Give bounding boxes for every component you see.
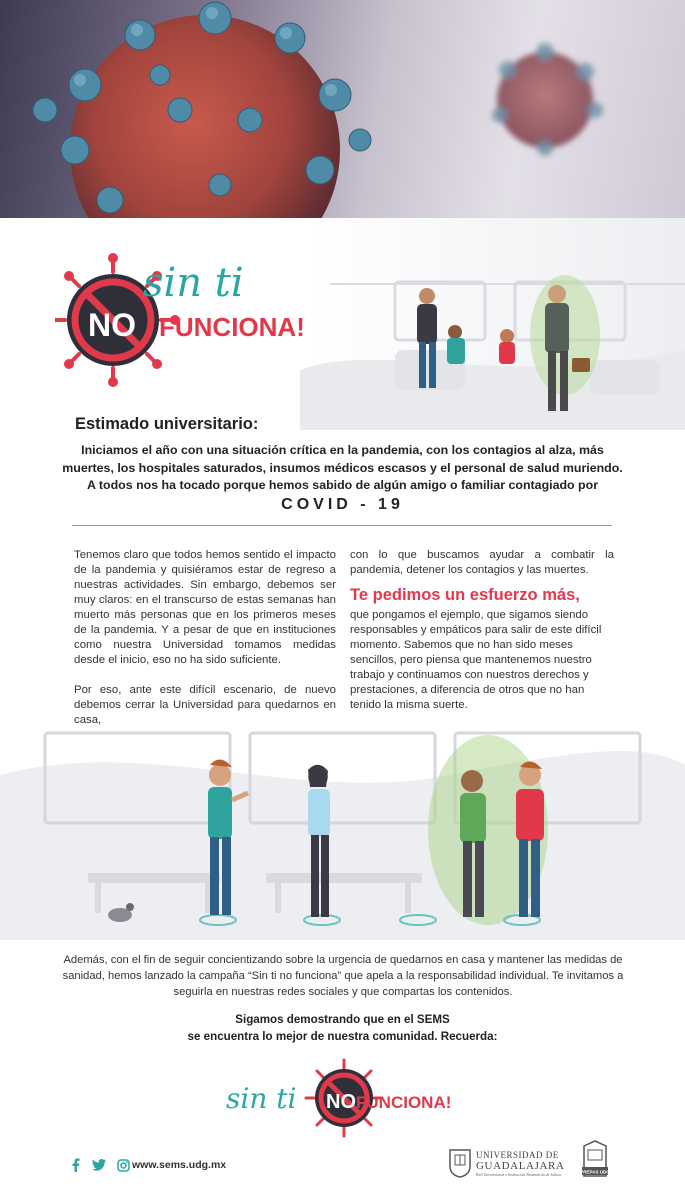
sin-ti-no-funciona-logo — [55, 240, 305, 390]
website-link[interactable]: www.sems.udg.mx — [132, 1159, 227, 1171]
left-column — [74, 548, 336, 728]
udg-logo — [448, 1145, 568, 1181]
funciona-text: FUNCIONA! — [356, 1093, 452, 1112]
right-column — [350, 548, 614, 713]
udg-line-3: Red Universitaria e Institución Benemérita de Jalisco — [476, 1171, 562, 1177]
udg-line-2: GUADALAJARA — [476, 1159, 565, 1172]
funciona-text: FUNCIONA! — [159, 312, 305, 342]
prepa-label: PREPAS UDG — [580, 1169, 610, 1175]
no-text: NO — [326, 1091, 356, 1113]
highlight-heading: Te pedimos un esfuerzo más, — [350, 586, 580, 604]
no-text: NO — [88, 307, 136, 343]
udg-shield-icon — [448, 1148, 472, 1178]
facebook-icon[interactable] — [68, 1158, 82, 1172]
cta-line-1: Sigamos demostrando que en el SEMS — [235, 1013, 450, 1026]
social-links — [68, 1158, 130, 1172]
udg-line-1: UNIVERSIDAD DE — [476, 1149, 559, 1160]
instagram-icon[interactable] — [116, 1158, 130, 1172]
divider — [72, 525, 612, 526]
hero-virus-banner — [0, 0, 685, 218]
left-paragraph-1: Tenemos claro que todos hemos sentido el impacto de la pandemia y quisiéramos estar de regreso a nuestras actividades. Sin embargo, debemos ser muy claros: en el transcurso de estas semanas han muerto más personas que en los primeros meses de la pandemia. Y a pesar de que en instituciones como nuestra Universidad tomamos medidas desde el inicio, eso no ha sido suficiente. — [74, 549, 336, 666]
cta-line-2: se encuentra lo mejor de nuestra comunidad. Recuerda: — [187, 1029, 498, 1043]
left-paragraph-2: Por eso, ante este difícil escenario, de nuevo debemos cerrar la Universidad para quedarnos en casa, — [74, 684, 336, 726]
waiting-line-illustration — [0, 715, 685, 940]
intro-lead-paragraph: Iniciamos el año con una situación crítica en la pandemia, con los contagios al alza, más muertes, los hospitales saturados, insumos médicos escasos y el personal de salud muriendo. A todos nos ha tocado porque hemos sabido de algún amigo o familiar contagiado por — [62, 443, 623, 492]
right-paragraph-rest: que pongamos el ejemplo, que sigamos siendo responsables y empáticos para salir de este difícil momento. Sabemos que no han sido meses sencillos, pero piensa que mantenemos nuestro trabajo y continuamos con nuestros derechos y prestaciones, a diferencia de otros que no han tenido la misma suerte. — [350, 609, 602, 711]
call-to-action — [0, 1012, 685, 1045]
sin-ti-no-funciona-logo-small — [222, 1058, 462, 1138]
closing-paragraph: Además, con el fin de seguir concientizando sobre la urgencia de quedarnos en casa y mantener las medidas de sanidad, hemos lanzado la campaña “Sin ti no funciona” que apela a la responsabilidad individual. Te invitamos a seguirla en nuestras redes sociales y que compartas los contenidos. — [62, 954, 624, 998]
right-paragraph-continuation: con lo que buscamos ayudar a combatir la pandemia, detener los contagios y las muertes. — [350, 549, 614, 576]
greeting: Estimado universitario: — [75, 415, 259, 433]
bus-scene-illustration — [300, 240, 685, 430]
prepas-udg-logo — [578, 1140, 612, 1182]
sin-ti-text: sin ti — [143, 260, 244, 306]
covid-heading: COVID - 19 — [281, 496, 404, 513]
virus-illustration — [0, 0, 685, 218]
twitter-icon[interactable] — [92, 1158, 106, 1172]
sin-ti-text: sin ti — [226, 1082, 297, 1115]
